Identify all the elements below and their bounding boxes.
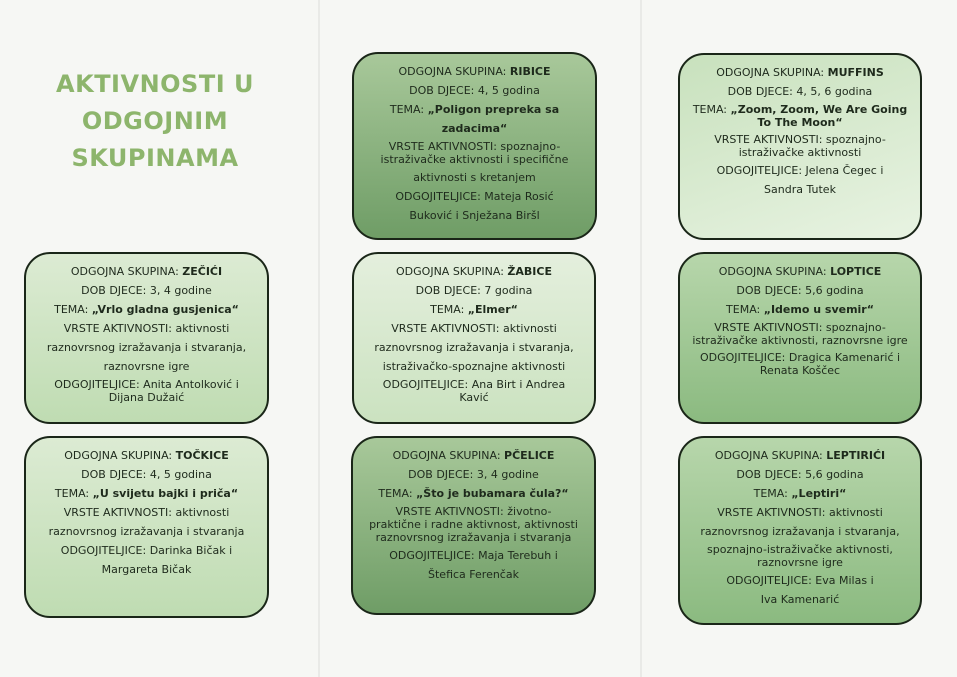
activities-line-3: raznovrsne igre (103, 360, 190, 373)
teachers-line-2: Margareta Bičak (101, 563, 192, 576)
activities-line-3: aktivnosti s kretanjem (413, 171, 536, 184)
activities-line-2: praktične i radne aktivnost, aktivnosti (369, 518, 578, 531)
theme-line-2: To The Moon“ (757, 116, 843, 129)
group-name: ŽABICE (507, 265, 552, 278)
group-card-zecici (24, 252, 269, 424)
teachers-label: ODGOJITELJICE: (389, 549, 475, 562)
teachers-label: ODGOJITELJICE: (54, 378, 140, 391)
theme-value: „U svijetu bajki i priča“ (92, 487, 239, 500)
activities-label: VRSTE AKTIVNOSTI: (714, 321, 823, 334)
theme-label: TEMA: (389, 103, 425, 116)
teachers-line-1: Ana Birt i Andrea (471, 378, 566, 391)
age-label: DOB DJECE: (736, 284, 802, 297)
page-title-line-1: AKTIVNOSTI U (56, 70, 254, 98)
group-label: ODGOJNA SKUPINA: (392, 449, 501, 462)
theme-label: TEMA: (54, 487, 90, 500)
activities-label: VRSTE AKTIVNOSTI: (714, 133, 823, 146)
theme-label: TEMA: (726, 303, 761, 316)
teachers-label: ODGOJITELJICE: (60, 544, 147, 557)
group-card-loptice (678, 252, 922, 424)
theme-label: TEMA: (753, 487, 788, 500)
activities-label: VRSTE AKTIVNOSTI: (63, 506, 172, 519)
theme-value: „Idemo u svemir“ (763, 303, 874, 316)
theme-value: „Leptiri“ (791, 487, 847, 500)
group-card-leptirici (678, 436, 922, 625)
group-name: PČELICE (504, 449, 555, 462)
theme-label: TEMA: (54, 303, 89, 316)
group-name: TOČKICE (175, 449, 229, 462)
page-title-line-2: ODGOJNIM (81, 107, 229, 135)
group-label: ODGOJNA SKUPINA: (714, 449, 823, 462)
activities-line-1: aktivnosti (828, 506, 883, 519)
age-value: 5,6 godina (805, 284, 864, 297)
activities-label: VRSTE AKTIVNOSTI: (395, 505, 504, 518)
teachers-line-1: Maja Terebuh i (478, 549, 558, 562)
group-name: LOPTICE (830, 265, 882, 278)
group-card-tockice (24, 436, 269, 618)
teachers-label: ODGOJITELJICE: (382, 378, 469, 391)
age-value: 4, 5 godina (477, 84, 540, 97)
teachers-line-2: Renata Koščec (759, 364, 841, 377)
age-label: DOB DJECE: (736, 468, 802, 481)
teachers-label: ODGOJITELJICE: (395, 190, 481, 203)
theme-line-1: „Zoom, Zoom, We Are Going (730, 103, 908, 116)
teachers-line-1: Anita Antolković i (143, 378, 239, 391)
group-name: LEPTIRIĆI (826, 449, 886, 462)
fold-line-left (318, 0, 320, 677)
teachers-label: ODGOJITELJICE: (699, 351, 786, 364)
group-label: ODGOJNA SKUPINA: (70, 265, 179, 278)
activities-label: VRSTE AKTIVNOSTI: (388, 140, 497, 153)
teachers-line-1: Mateja Rosić (484, 190, 554, 203)
group-name: MUFFINS (827, 66, 884, 79)
teachers-label: ODGOJITELJICE: (716, 164, 803, 177)
age-value: 5,6 godina (805, 468, 864, 481)
group-name: ZEČIĆI (182, 265, 223, 278)
age-label: DOB DJECE: (81, 468, 147, 481)
activities-label: VRSTE AKTIVNOSTI: (63, 322, 172, 335)
activities-label: VRSTE AKTIVNOSTI: (717, 506, 826, 519)
activities-line-2: raznovrsnog izražavanja i stvaranja (48, 525, 245, 538)
theme-value: „Vrlo gladna gusjenica“ (91, 303, 239, 316)
theme-value: „Što je bubamara čula?“ (416, 487, 569, 500)
teachers-line-2: Iva Kamenarić (760, 593, 840, 606)
group-card-ribice (352, 52, 597, 240)
group-card-zabice (352, 252, 596, 424)
group-card-muffins (678, 53, 922, 240)
group-name: RIBICE (509, 65, 551, 78)
age-value: 3, 4 godine (476, 468, 539, 481)
age-value: 3, 4 godine (149, 284, 212, 297)
activities-line-2: raznovrsnog izražavanja i stvaranja, (46, 341, 247, 354)
activities-line-1: spoznajno- (825, 321, 886, 334)
age-label: DOB DJECE: (727, 85, 793, 98)
theme-label: TEMA: (430, 303, 465, 316)
age-value: 4, 5, 6 godina (796, 85, 873, 98)
page-title (30, 66, 280, 177)
activities-line-1: aktivnosti (175, 506, 230, 519)
teachers-line-2: Štefica Ferenčak (428, 568, 519, 581)
theme-value: „Poligon prepreka sa zadacima“ (427, 103, 560, 135)
activities-line-1: životno- (507, 505, 552, 518)
group-label: ODGOJNA SKUPINA: (718, 265, 827, 278)
group-label: ODGOJNA SKUPINA: (398, 65, 507, 78)
age-label: DOB DJECE: (81, 284, 147, 297)
group-label: ODGOJNA SKUPINA: (396, 265, 504, 278)
teachers-line-2: Dijana Dužaić (108, 391, 185, 404)
theme-label: TEMA: (378, 487, 413, 500)
age-label: DOB DJECE: (415, 284, 481, 297)
teachers-line-2: Kavić (459, 391, 489, 404)
theme-value: „Elmer“ (467, 303, 518, 316)
age-label: DOB DJECE: (408, 468, 474, 481)
fold-line-right (640, 0, 642, 677)
teachers-line-1: Eva Milas i (815, 574, 874, 587)
teachers-line-1: Darinka Bičak i (149, 544, 233, 557)
theme-label: TEMA: (692, 103, 728, 116)
group-label: ODGOJNA SKUPINA: (64, 449, 173, 462)
activities-line-2: istraživačke aktivnosti (738, 146, 862, 159)
activities-line-2: raznovrsnog izražavanja i stvaranja, (374, 341, 574, 354)
teachers-line-2: Buković i Snježana Biršl (409, 209, 540, 222)
activities-line-1: spoznajno- (825, 133, 886, 146)
activities-label: VRSTE AKTIVNOSTI: (391, 322, 500, 335)
activities-line-1: spoznajno- (500, 140, 561, 153)
group-label: ODGOJNA SKUPINA: (716, 66, 825, 79)
age-value: 4, 5 godina (149, 468, 212, 481)
teachers-label: ODGOJITELJICE: (726, 574, 812, 587)
activities-line-3: istraživačko-spoznajne aktivnosti (382, 360, 566, 373)
teachers-line-2: Sandra Tutek (764, 183, 836, 196)
teachers-line-1: Dragica Kamenarić i (788, 351, 901, 364)
activities-line-3: spoznajno-istraživačke aktivnosti, (707, 543, 893, 556)
activities-line-1: aktivnosti (502, 322, 557, 335)
age-label: DOB DJECE: (409, 84, 475, 97)
activities-line-2: raznovrsnog izražavanja i stvaranja, (700, 525, 900, 538)
age-value: 7 godina (484, 284, 533, 297)
activities-line-2: istraživačke aktivnosti, raznovrsne igre (692, 334, 908, 347)
activities-line-2: istraživačke aktivnosti i specifične (380, 153, 569, 166)
group-card-pcelice (351, 436, 596, 615)
activities-line-3: raznovrsnog izražavanja i stvaranja (375, 531, 572, 544)
activities-line-1: aktivnosti (175, 322, 230, 335)
teachers-line-1: Jelena Čegec i (805, 164, 884, 177)
activities-line-4: raznovrsne igre (757, 556, 843, 569)
page-title-line-3: SKUPINAMA (71, 144, 239, 172)
